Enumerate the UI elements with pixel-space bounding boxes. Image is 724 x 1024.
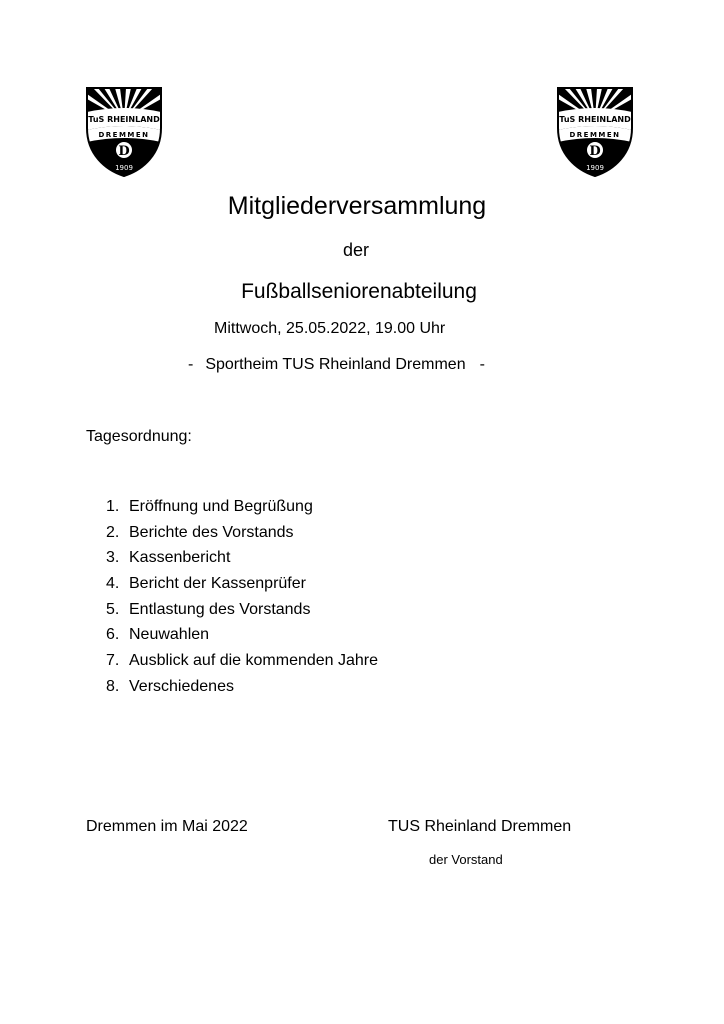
place-and-date: Dremmen im Mai 2022 <box>86 818 248 835</box>
venue-name: Sportheim TUS Rheinland Dremmen <box>205 356 466 373</box>
crest-letter: D <box>118 144 130 159</box>
meeting-venue <box>188 356 485 374</box>
crest-text-mid: DREMMEN <box>98 131 150 139</box>
agenda-heading: Tagesordnung: <box>86 428 192 445</box>
item-number: 8. <box>106 677 120 695</box>
item-text: Ausblick auf die kommenden Jahre <box>129 652 379 670</box>
item-number: 7. <box>106 652 120 670</box>
crest-text-top: TuS RHEINLAND <box>88 115 160 124</box>
crest-year: 1909 <box>586 164 604 172</box>
document-title: Mitgliederversammlung <box>227 192 487 220</box>
item-number: 4. <box>106 575 120 593</box>
document-subtitle: Fußballseniorenabteilung <box>241 280 477 303</box>
item-number: 5. <box>106 600 120 618</box>
crest-text-mid: DREMMEN <box>569 131 621 139</box>
item-text: Verschiedenes <box>129 677 234 695</box>
venue-dash-left: - <box>188 356 194 373</box>
item-text: Kassenbericht <box>129 549 231 567</box>
item-number: 6. <box>106 626 120 644</box>
title-connector: der <box>342 240 369 260</box>
list-item <box>106 545 378 571</box>
item-text: Neuwahlen <box>129 626 210 644</box>
venue-dash-right: - <box>479 356 485 373</box>
signature-club: TUS Rheinland Dremmen <box>388 818 572 835</box>
list-item <box>106 494 378 520</box>
list-item <box>106 571 378 597</box>
club-crest-icon <box>556 86 634 178</box>
item-text: Berichte des Vorstands <box>129 523 294 541</box>
crest-year: 1909 <box>115 164 133 172</box>
list-item <box>106 648 378 674</box>
signature-board: der Vorstand <box>429 852 503 867</box>
club-crest-icon <box>85 86 163 178</box>
item-text: Eröffnung und Begrüßung <box>129 498 313 515</box>
agenda-list <box>106 494 378 700</box>
item-number: 3. <box>106 549 120 567</box>
meeting-date: Mittwoch, 25.05.2022, 19.00 Uhr <box>214 320 446 337</box>
list-item <box>106 520 378 546</box>
crest-text-top: TuS RHEINLAND <box>559 115 631 124</box>
list-item <box>106 622 378 648</box>
list-item <box>106 597 378 623</box>
item-number: 1. <box>106 498 120 515</box>
item-text: Bericht der Kassenprüfer <box>129 575 306 593</box>
item-number: 2. <box>106 523 120 541</box>
crest-letter: D <box>589 144 601 159</box>
item-text: Entlastung des Vorstands <box>129 600 311 618</box>
list-item <box>106 674 378 700</box>
